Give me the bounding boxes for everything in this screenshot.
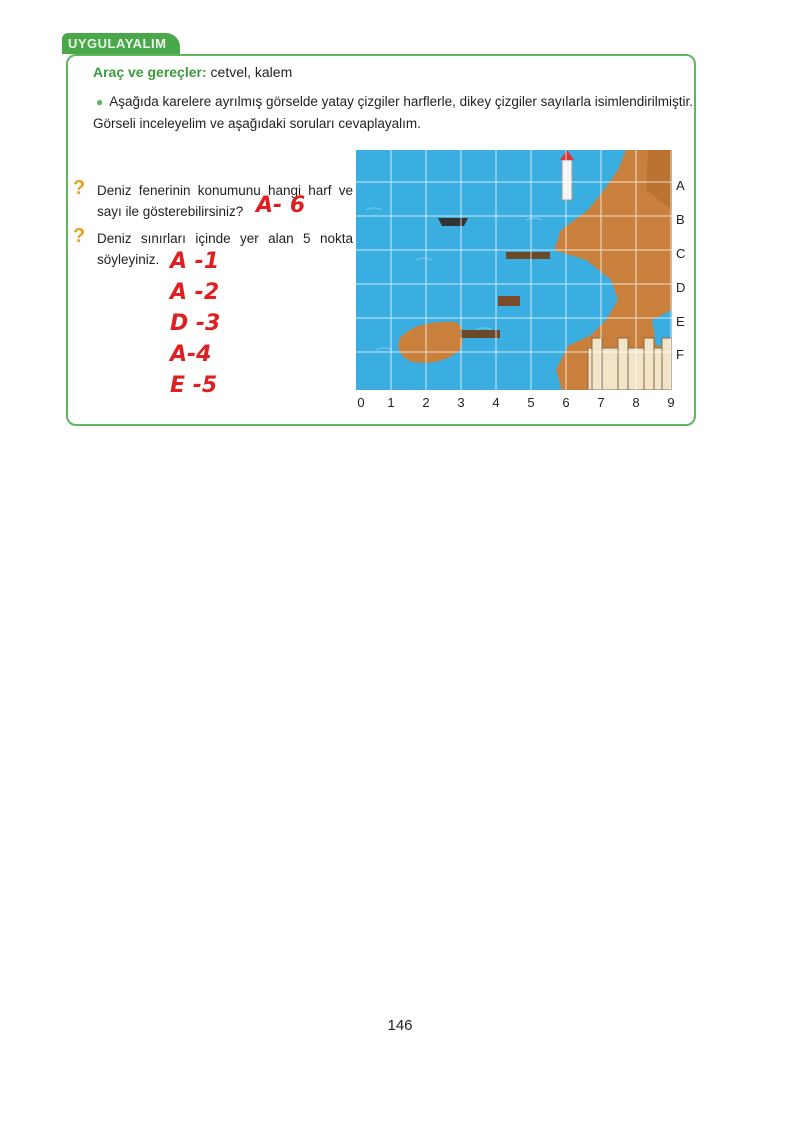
answer-item: A -1: [170, 249, 220, 274]
bullet-icon: ●: [96, 95, 104, 109]
section-tab: UYGULAYALIM: [62, 33, 180, 54]
col-label: 0: [357, 395, 365, 410]
question-mark-icon: ?: [73, 225, 86, 247]
row-label: E: [676, 314, 685, 329]
materials-line: [93, 64, 292, 80]
row-label: A: [676, 178, 685, 193]
answer-item: E -5: [170, 373, 218, 398]
materials-label: Araç ve gereçler:: [93, 64, 207, 80]
pier: [506, 252, 550, 259]
intro-text: [93, 91, 693, 135]
boat: [438, 218, 468, 226]
question-2-text: Deniz sınırları içinde yer alan 5 nokta söyleyiniz.: [97, 231, 353, 267]
grid-map: [356, 150, 672, 390]
col-label: 6: [562, 395, 570, 410]
row-label: D: [676, 280, 686, 295]
intro-body: Aşağıda karelere ayrılmış görselde yatay çizgiler harflerle, dikey çizgiler sayılarla isimlendirilmiştir. Görseli inceleyelim ve aşağıdaki soruları cevaplayalım.: [93, 94, 693, 131]
question-mark-icon: ?: [73, 177, 86, 199]
pier: [460, 330, 500, 338]
row-label: F: [676, 347, 684, 362]
materials-value: cetvel, kalem: [210, 64, 293, 80]
col-label: 2: [422, 395, 430, 410]
page-number: 146: [387, 1017, 413, 1034]
col-label: 8: [632, 395, 640, 410]
col-label: 3: [457, 395, 465, 410]
row-label: C: [676, 246, 686, 261]
answer-1: A- 6: [256, 193, 306, 218]
row-label: B: [676, 212, 685, 227]
col-label: 1: [387, 395, 395, 410]
answer-item: A-4: [170, 342, 212, 367]
col-label: 4: [492, 395, 500, 410]
col-label: 9: [667, 395, 675, 410]
col-label: 7: [597, 395, 605, 410]
answer-item: A -2: [170, 280, 220, 305]
lighthouse: [562, 160, 572, 200]
raft: [498, 296, 520, 306]
answer-list: [170, 246, 220, 401]
col-label: 5: [527, 395, 535, 410]
answer-item: D -3: [170, 311, 221, 336]
question-1-text: Deniz fenerinin konumunu hangi harf ve sayı ile gösterebilirsiniz?: [97, 183, 353, 219]
